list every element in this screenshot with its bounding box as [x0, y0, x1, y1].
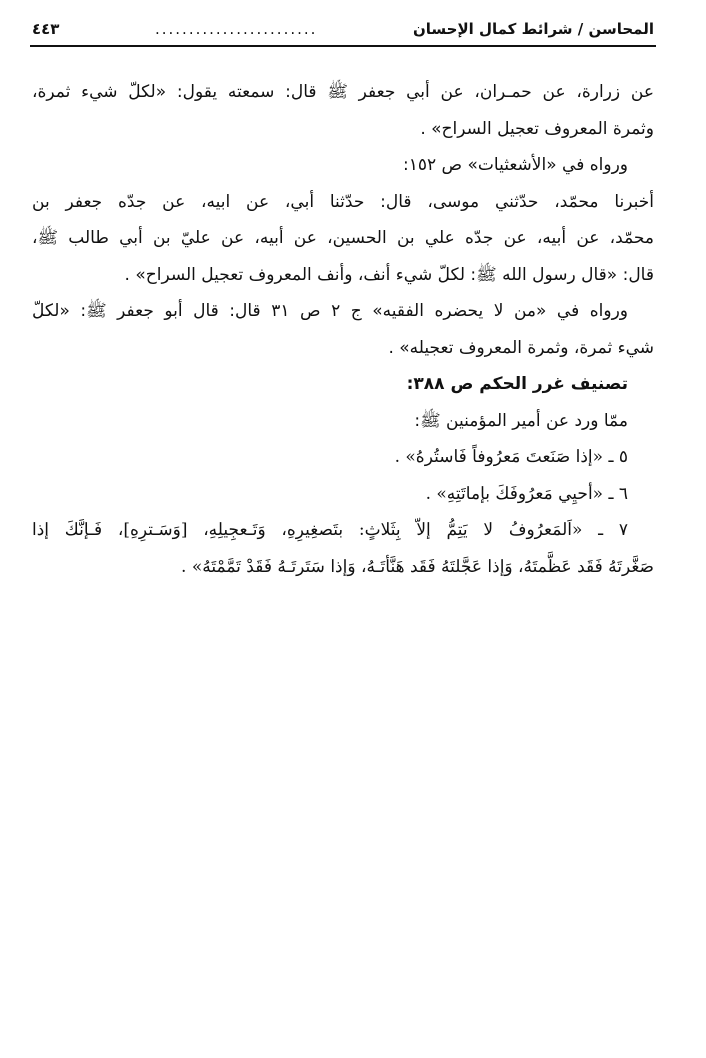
text-line-2: وثمرة المعروف تعجيل السراح» . [420, 118, 654, 139]
hadith-5: ٥ ـ «إذا صَنَعتَ مَعرُوفاً فَاستُرهُ» . [394, 447, 628, 467]
hadith-7-line-1: ٧ ـ «اَلمَعرُوفُ لا يَتِمُّ إلاّ بِثَلاثٍ: بتَصغِيرِهِ، وَتَـعجِيلِهِ، [وَسَـترِهِ]، فَـإنَّكَ إذا [32, 520, 628, 540]
page-number: ٤٤٣ [32, 20, 60, 38]
text-line-3: ورواه في «الأشعثيات» ص ١٥٢: [403, 155, 628, 175]
text-line-1: عن زرارة، عن حمـران، عن أبي جعفر ﷺ قال: سمعته يقول: «لكلّ شيء ثمرة، [32, 82, 654, 102]
text-line-10: ممّا ورد عن أمير المؤمنين ﷺ: [414, 410, 628, 431]
page-body [32, 74, 654, 585]
text-line-7: ورواه في «من لا يحضره الفقيه» ج ٢ ص ٣١ قال: قال أبو جعفر ﷺ: «لكلّ [32, 301, 628, 321]
section-heading: تصنيف غرر الحكم ص ٣٨٨: [406, 374, 628, 394]
text-line-4: أخبرنا محمّد، حدّثني موسى، قال: حدّثنا أبي، عن ابيه، عن جدّه جعفر بن [32, 191, 654, 212]
hadith-7-line-2: صَغَّرتَهُ فَقَد عَظَّمتَهُ، وَإذا عَجَّلتَهُ فَقَد هَنَّأتَـهُ، وَإذا سَتَرتَـهُ فَقَدْ تَمَّمْتَهُ» . [181, 556, 654, 577]
header-rule [30, 45, 656, 47]
running-title: المحاسن / شرائط كمال الإحسان [412, 20, 654, 38]
page-header [32, 14, 654, 44]
text-line-5: محمّد، عن أبيه، عن جدّه علي بن الحسين، عن أبيه، عن عليّ بن أبي طالب ﷺ، [32, 228, 654, 248]
hadith-6: ٦ ـ «أحيِي مَعرُوفَكَ بإماتَتِهِ» . [425, 483, 628, 504]
text-line-8: شيء ثمرة، وثمرة المعروف تعجيله» . [388, 337, 654, 358]
leader-dots: ........................ [154, 20, 318, 38]
text-line-6: قال: «قال رسول الله ﷺ: لكلّ شيء أنف، وأنف المعروف تعجيل السراح» . [124, 264, 654, 285]
